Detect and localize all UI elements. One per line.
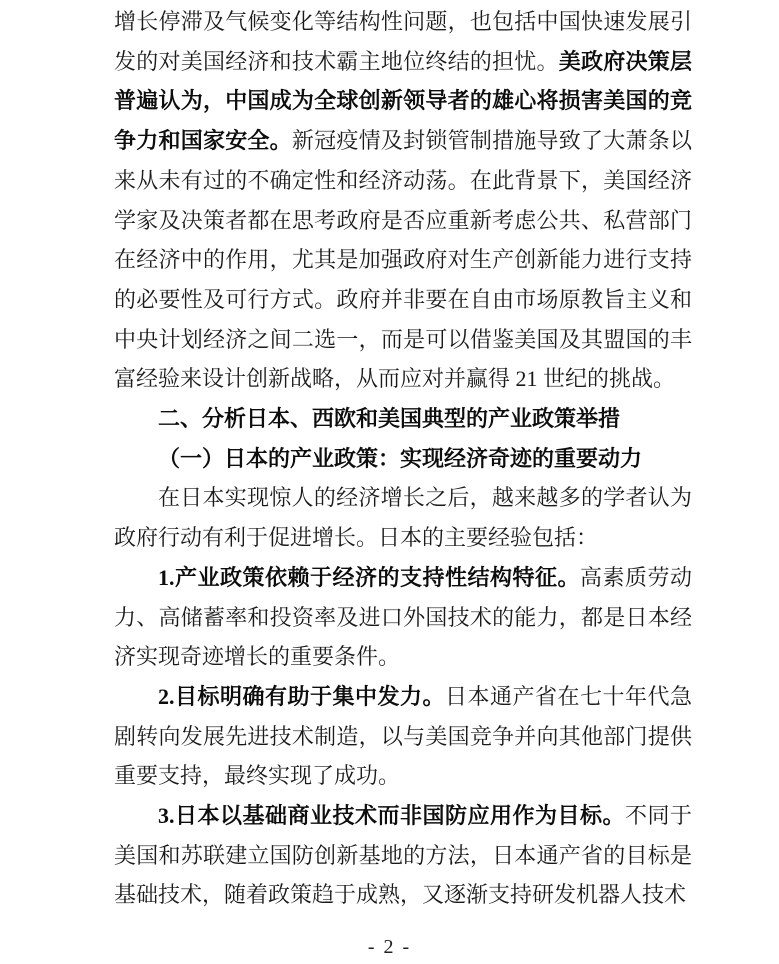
item-lead: 3.日本以基础商业技术而非国防应用作为目标。 bbox=[158, 803, 625, 829]
paragraph-continued bbox=[114, 2, 692, 399]
body-text: 增长停滞及气候变化等结构性问题，也包括中国快速发展引发的对美国经济和技术霸主地位终结的担忧。 bbox=[114, 9, 692, 74]
numbered-item-3 bbox=[114, 796, 692, 915]
item-body: 高素质劳动力、高储蓄率和投资率及进口外国技术的能力，都是日本经济实现奇迹增长的重要条件。 bbox=[114, 564, 692, 670]
body-text: 新冠疫情及封锁管制措施导致了大萧条以来从未有过的不确定性和经济动荡。在此背景下，美国经济学家及决策者都在思考政府是否应重新考虑公共、私营部门在经济中的作用，尤其是加强政府对生产创新能力进行支持的必要性及可行方式。政府并非要在自由市场原教旨主义和中央计划经济之间二选一，而是可以借鉴美国及其盟国的丰富经验来设计创新战略，从而应对并赢得 21 世纪的挑战。 bbox=[114, 128, 692, 392]
item-body: 日本通产省在七十年代急剧转向发展先进技术制造，以与美国竞争并向其他部门提供重要支持，最终实现了成功。 bbox=[114, 683, 692, 789]
numbered-item-2 bbox=[114, 677, 692, 796]
item-lead: 2.目标明确有助于集中发力。 bbox=[158, 683, 445, 709]
page-number: - 2 - bbox=[367, 936, 412, 958]
subsection-heading: （一）日本的产业政策：实现经济奇迹的重要动力 bbox=[158, 445, 643, 471]
section-heading: 二、分析日本、西欧和美国典型的产业政策举措 bbox=[158, 406, 621, 432]
item-body: 不同于美国和苏联建立国防创新基地的方法，日本通产省的目标是基础技术，随着政策趋于成熟，又逐渐支持研发机器人技术 bbox=[114, 803, 692, 908]
paragraph-intro: 在日本实现惊人的经济增长之后，越来越多的学者认为政府行动有利于促进增长。日本的主要经验包括： bbox=[114, 485, 692, 551]
numbered-item-1 bbox=[114, 558, 692, 677]
document-text bbox=[114, 2, 692, 915]
emphasis-text: 美政府决策层普遍认为，中国成为全球创新领导者的雄心将损害美国的竞争力和国家安全。 bbox=[114, 48, 692, 154]
item-lead: 1.产业政策依赖于经济的支持性结构特征。 bbox=[158, 564, 580, 590]
